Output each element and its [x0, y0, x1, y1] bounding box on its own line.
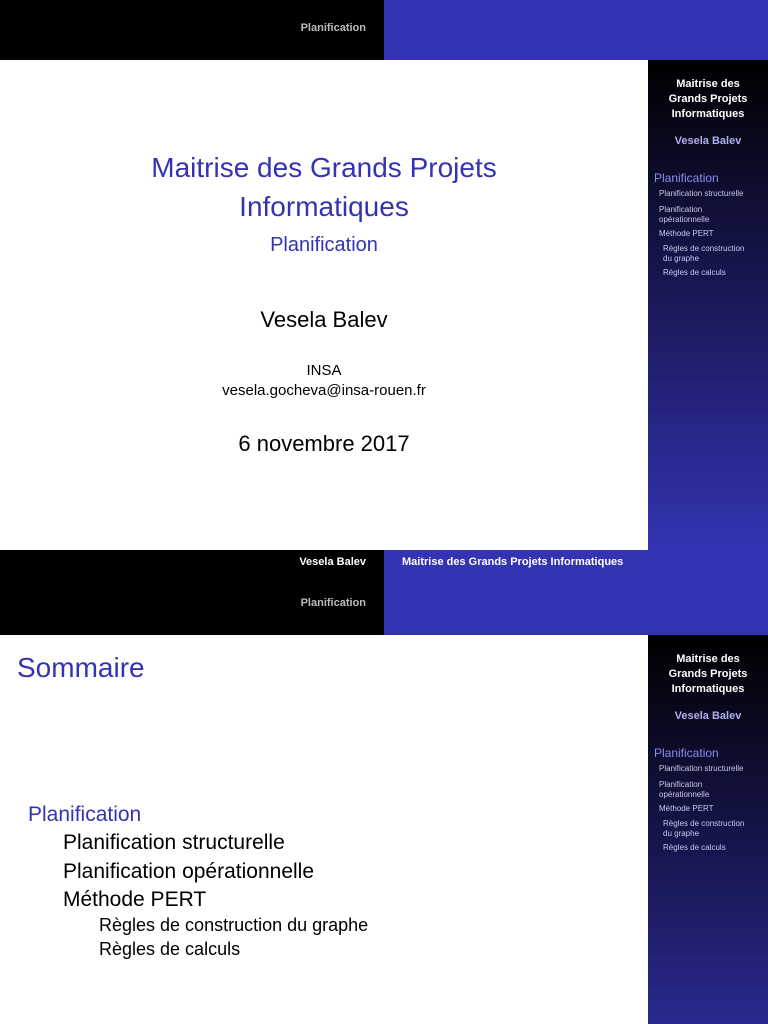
- sidebar-title-line: Maitrise des: [676, 653, 740, 665]
- frame-title: Sommaire: [17, 652, 145, 683]
- sidebar-item-label: opérationnelle: [659, 790, 710, 799]
- sidebar-item-regles-calculs[interactable]: [663, 268, 726, 278]
- sidebar-item-label: Règles de construction: [663, 819, 745, 828]
- sidebar-title-line: Informatiques: [671, 683, 745, 695]
- header-bar-left: [0, 575, 384, 635]
- sidebar-item-methode-pert[interactable]: [659, 229, 714, 239]
- sidebar-item-regles-construction[interactable]: [663, 819, 744, 839]
- sidebar-item-planification-structurelle[interactable]: [659, 189, 743, 199]
- sidebar-item-label: Règles de calculs: [663, 843, 726, 852]
- sidebar-title-line: Grands Projets: [668, 668, 748, 680]
- sidebar-item-label: opérationnelle: [659, 215, 710, 224]
- presentation-date: 6 novembre 2017: [238, 431, 410, 456]
- footer-bar-left: [0, 550, 384, 575]
- toc-item-regles-construction[interactable]: Règles de construction du graphe: [99, 915, 369, 935]
- sidebar-title[interactable]: [648, 77, 768, 122]
- header-bar-right: [384, 0, 768, 60]
- sidebar-item-regles-construction[interactable]: [663, 244, 744, 264]
- sidebar: [648, 60, 768, 550]
- toc-section-planification[interactable]: Planification: [28, 803, 142, 826]
- sidebar-item-label: Planification: [659, 780, 703, 789]
- sidebar-title-line: Grands Projets: [668, 93, 748, 105]
- sidebar-item-label: Méthode PERT: [659, 229, 714, 238]
- sidebar-item-planification-structurelle[interactable]: [659, 764, 743, 774]
- toc-item-planification-operationnelle[interactable]: Planification opérationnelle: [63, 860, 315, 883]
- sidebar-author[interactable]: Vesela Balev: [674, 135, 742, 147]
- footer-bar-right: [384, 550, 768, 575]
- toc-item-regles-calculs[interactable]: Règles de calculs: [99, 939, 241, 959]
- sidebar-author[interactable]: Vesela Balev: [674, 710, 742, 722]
- sidebar-item-label: Règles de construction: [663, 244, 745, 253]
- sidebar-item-label: du graphe: [663, 829, 700, 838]
- presentation-author: Vesela Balev: [260, 307, 388, 332]
- header-bar-right: [384, 575, 768, 635]
- sidebar-title[interactable]: [648, 652, 768, 697]
- footer-author: Vesela Balev: [299, 556, 366, 568]
- sidebar-item-label: du graphe: [663, 254, 700, 263]
- sidebar-item-planification-operationnelle[interactable]: [659, 780, 709, 800]
- toc-item-planification-structurelle[interactable]: Planification structurelle: [63, 831, 285, 854]
- sommaire-slide: [0, 575, 768, 1024]
- header-section-link[interactable]: Planification: [300, 597, 366, 609]
- sidebar-section-planification[interactable]: Planification: [654, 746, 719, 760]
- sidebar: [648, 635, 768, 1024]
- presentation-title-line-2: Informatiques: [239, 191, 409, 222]
- sidebar-item-planification-operationnelle[interactable]: [659, 205, 709, 225]
- presentation-institute: INSA: [306, 362, 342, 379]
- sidebar-section-planification[interactable]: Planification: [654, 171, 719, 185]
- sidebar-item-label: Règles de calculs: [663, 268, 726, 277]
- sidebar-item-regles-calculs[interactable]: [663, 843, 726, 853]
- sidebar-item-label: Méthode PERT: [659, 804, 714, 813]
- header-bar-left: [0, 0, 384, 60]
- presentation-subtitle: Planification: [270, 234, 378, 256]
- toc-item-methode-pert[interactable]: Méthode PERT: [63, 888, 207, 911]
- sidebar-title-line: Informatiques: [671, 108, 745, 120]
- sidebar-item-label: Planification structurelle: [659, 189, 744, 198]
- header-section-link[interactable]: Planification: [300, 22, 366, 34]
- presentation-email: vesela.gocheva@insa-rouen.fr: [222, 382, 426, 399]
- sidebar-item-label: Planification: [659, 205, 703, 214]
- sidebar-item-methode-pert[interactable]: [659, 804, 714, 814]
- sidebar-item-label: Planification structurelle: [659, 764, 744, 773]
- sidebar-title-line: Maitrise des: [676, 78, 740, 90]
- presentation-title-line-1: Maitrise des Grands Projets: [151, 152, 497, 183]
- footer-title: Maitrise des Grands Projets Informatiques: [402, 556, 624, 568]
